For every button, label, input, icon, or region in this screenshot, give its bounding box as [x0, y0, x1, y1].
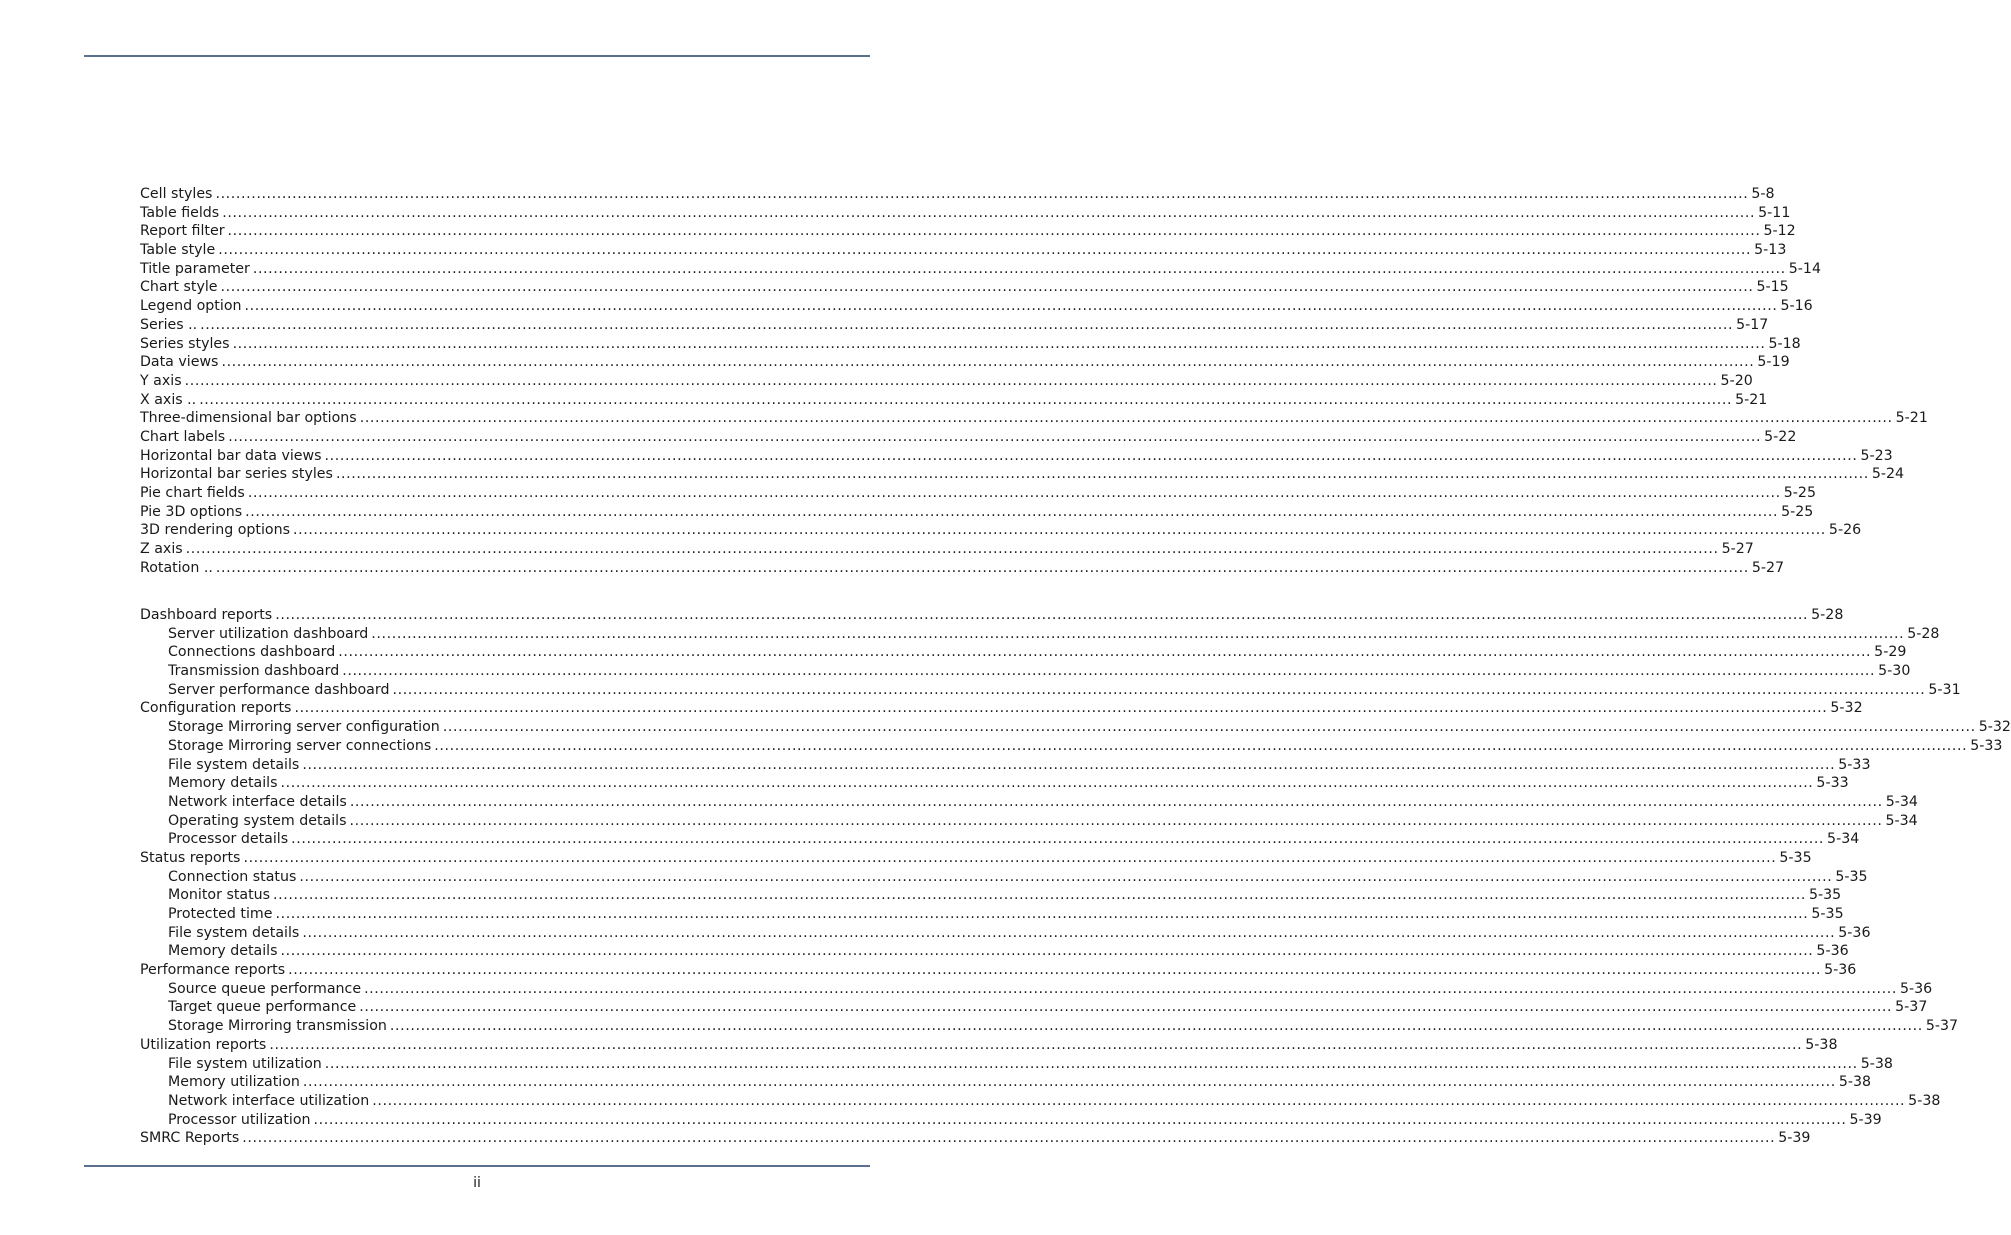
toc-entry-title: Report filter — [140, 223, 225, 240]
toc-entry-title: Transmission dashboard — [168, 663, 340, 680]
toc-dot-leader: ............................................................................................................................................................................................................................................................................................................ — [218, 242, 1752, 259]
toc-subentry[interactable] — [140, 625, 1940, 644]
toc-entry-title: Memory details — [168, 943, 278, 960]
toc-dot-leader: ............................................................................................................................................................................................................................................................................................................ — [280, 775, 1814, 792]
toc-entry[interactable] — [140, 222, 1796, 241]
toc-entry-title: Server utilization dashboard — [168, 625, 369, 642]
toc-dot-leader: ............................................................................................................................................................................................................................................................................................................ — [392, 681, 1926, 698]
toc-entry-page: 5-28 — [1907, 625, 1940, 642]
toc-subentry[interactable] — [140, 830, 1860, 849]
toc-entry[interactable] — [140, 409, 1928, 428]
toc-entry-page: 5-32 — [1978, 719, 2011, 736]
toc-section-chart-options — [140, 185, 1928, 577]
toc-entry-title: Series styles — [140, 335, 230, 352]
toc-subentry[interactable] — [140, 681, 1961, 700]
toc-entry-title: Status reports — [140, 849, 241, 866]
toc-dot-leader: ............................................................................................................................................................................................................................................................................................................ — [269, 1036, 1803, 1053]
toc-entry-page: 5-14 — [1788, 260, 1821, 277]
toc-entry-title: Cell styles — [140, 186, 213, 202]
toc-dot-leader: ............................................................................................................................................................................................................................................................................................................ — [245, 503, 1779, 520]
toc-entry-title: Table style — [140, 242, 216, 259]
toc-entry-page: 5-36 — [1900, 980, 1933, 997]
toc-entry-page: 5-37 — [1925, 1018, 1959, 1035]
toc-entry-page: 5-38 — [1805, 1036, 1838, 1053]
toc-entry-title: Rotation .. — [140, 559, 213, 576]
toc-entry-page: 5-29 — [1874, 644, 1907, 661]
toc-dot-leader: ............................................................................................................................................................................................................................................................................................................ — [342, 663, 1876, 680]
toc-entry-title: Connection status — [168, 868, 297, 885]
toc-entry[interactable] — [140, 204, 1791, 223]
toc-entry-page: 5-39 — [1849, 1111, 1882, 1128]
toc-dot-leader: ............................................................................................................................................................................................................................................................................................................ — [221, 354, 1755, 371]
toc-dot-leader: ............................................................................................................................................................................................................................................................................................................ — [227, 223, 1761, 240]
toc-entry-title: File system utilization — [168, 1055, 322, 1072]
toc-entry[interactable] — [140, 699, 1863, 718]
toc-entry[interactable] — [140, 849, 1812, 868]
toc-subentry[interactable] — [140, 1092, 1941, 1111]
toc-dot-leader: ............................................................................................................................................................................................................................................................................................................ — [434, 737, 1968, 754]
toc-entry[interactable] — [140, 521, 1862, 540]
toc-entry[interactable] — [140, 335, 1801, 354]
toc-entry-page: 5-16 — [1780, 298, 1813, 315]
toc-entry[interactable] — [140, 185, 1775, 204]
toc-entry[interactable] — [140, 372, 1753, 391]
toc-dot-leader: ............................................................................................................................................................................................................................................................................................................ — [291, 831, 1825, 848]
toc-entry-page: 5-28 — [1811, 607, 1844, 623]
toc-entry[interactable] — [140, 540, 1754, 559]
toc-entry-page: 5-27 — [1751, 559, 1785, 576]
toc-entry-title: Chart style — [140, 279, 218, 296]
toc-subentry[interactable] — [140, 924, 1871, 943]
toc-subentry[interactable] — [140, 718, 2011, 737]
toc-entry-page: 5-32 — [1830, 700, 1863, 717]
toc-subentry[interactable] — [140, 868, 1868, 887]
toc-dot-leader: ............................................................................................................................................................................................................................................................................................................ — [324, 1055, 1858, 1072]
toc-dot-leader: ............................................................................................................................................................................................................................................................................................................ — [244, 298, 1778, 315]
toc-entry-page: 5-17 — [1736, 316, 1769, 333]
footer-rule — [84, 1165, 870, 1167]
toc-entry[interactable] — [140, 465, 1905, 484]
toc-dot-leader: ............................................................................................................................................................................................................................................................................................................ — [371, 625, 1905, 642]
toc-entry-page: 5-35 — [1811, 906, 1844, 922]
toc-entry-title: Configuration reports — [140, 700, 292, 717]
toc-entry-page: 5-26 — [1828, 522, 1862, 539]
toc-dot-leader: ............................................................................................................................................................................................................................................................................................................ — [185, 541, 1719, 558]
toc-entry-title: Table fields — [140, 204, 220, 221]
toc-entry-title: Server performance dashboard — [168, 681, 390, 698]
toc-dot-leader: ............................................................................................................................................................................................................................................................................................................ — [215, 559, 1749, 576]
toc-dot-leader: ............................................................................................................................................................................................................................................................................................................ — [200, 316, 1734, 333]
toc-entry[interactable] — [140, 391, 1768, 410]
toc-subentry[interactable] — [140, 812, 1918, 831]
toc-subentry[interactable] — [140, 905, 1844, 924]
toc-entry[interactable] — [140, 297, 1813, 316]
toc-entry-page: 5-27 — [1721, 541, 1754, 558]
toc-dot-leader: ............................................................................................................................................................................................................................................................................................................ — [372, 1092, 1906, 1109]
toc-subentry[interactable] — [140, 942, 1849, 961]
toc-subentry[interactable] — [140, 1017, 1959, 1036]
toc-dot-leader: ............................................................................................................................................................................................................................................................................................................ — [364, 980, 1897, 997]
toc-entry-page: 5-11 — [1758, 204, 1791, 221]
toc-entry-title: Storage Mirroring server connections — [168, 737, 432, 754]
toc-entry-title: Network interface utilization — [168, 1092, 370, 1109]
toc-entry-page: 5-20 — [1720, 372, 1753, 389]
toc-subentry[interactable] — [140, 793, 1918, 812]
toc-dot-leader: ............................................................................................................................................................................................................................................................................................................ — [232, 335, 1766, 352]
toc-dot-leader: ............................................................................................................................................................................................................................................................................................................ — [359, 410, 1893, 427]
toc-entry[interactable] — [140, 484, 1816, 503]
toc-dot-leader: ............................................................................................................................................................................................................................................................................................................ — [242, 1130, 1776, 1147]
toc-entry-title: Title parameter — [140, 260, 250, 277]
toc-subentry[interactable] — [140, 980, 1933, 999]
toc-entry-page: 5-36 — [1816, 943, 1849, 960]
toc-subentry[interactable] — [140, 737, 2003, 756]
toc-entry-title: Horizontal bar data views — [140, 447, 322, 464]
toc-entry-title: Three-dimensional bar options — [140, 410, 357, 427]
toc-dot-leader: ............................................................................................................................................................................................................................................................................................................ — [442, 719, 1976, 736]
toc-entry[interactable] — [140, 260, 1821, 279]
toc-dot-leader: ............................................................................................................................................................................................................................................................................................................ — [389, 1018, 1923, 1035]
toc-entry-page: 5-38 — [1860, 1055, 1893, 1072]
toc-entry-page: 5-21 — [1735, 391, 1768, 408]
toc-entry-page: 5-15 — [1756, 279, 1789, 296]
toc-dot-leader: ............................................................................................................................................................................................................................................................................................................ — [275, 906, 1809, 922]
toc-entry-title: Monitor status — [168, 887, 271, 904]
toc-entry[interactable] — [140, 241, 1787, 260]
toc-subentry[interactable] — [140, 1055, 1893, 1074]
page-number: ii — [473, 1175, 481, 1191]
toc-entry-title: Series .. — [140, 316, 198, 333]
toc-entry-page: 5-36 — [1838, 924, 1871, 941]
toc-dot-leader: ............................................................................................................................................................................................................................................................................................................ — [313, 1111, 1847, 1128]
toc-dot-leader: ............................................................................................................................................................................................................................................................................................................ — [275, 607, 1809, 623]
toc-subentry[interactable] — [140, 1073, 1872, 1092]
toc-entry-page: 5-35 — [1835, 868, 1868, 885]
toc-dot-leader: ............................................................................................................................................................................................................................................................................................................ — [294, 700, 1828, 717]
toc-entry[interactable] — [140, 961, 1857, 980]
toc-entry-page: 5-36 — [1824, 962, 1857, 979]
toc-entry-title: Performance reports — [140, 962, 286, 979]
toc-entry-title: Connections dashboard — [168, 644, 336, 661]
toc-dot-leader: ............................................................................................................................................................................................................................................................................................................ — [228, 428, 1762, 445]
toc-dot-leader: ............................................................................................................................................................................................................................................................................................................ — [302, 756, 1836, 773]
toc-entry-title: Source queue performance — [168, 980, 362, 997]
toc-entry-page: 5-12 — [1763, 223, 1796, 240]
toc-entry[interactable] — [140, 1129, 1811, 1148]
toc-entry-page: 5-24 — [1871, 466, 1905, 483]
header-rule — [84, 55, 870, 57]
toc-entry-title: X axis .. — [140, 391, 197, 408]
toc-entry-title: Z axis — [140, 541, 183, 558]
toc-subentry[interactable] — [140, 662, 1911, 681]
toc-dot-leader: ............................................................................................................................................................................................................................................................................................................ — [302, 1074, 1836, 1091]
toc-dot-leader: ............................................................................................................................................................................................................................................................................................................ — [243, 849, 1777, 866]
toc-entry-page: 5-23 — [1860, 447, 1893, 464]
toc-entry-title: Data views — [140, 354, 219, 371]
toc-entry-title: Target queue performance — [168, 999, 357, 1016]
toc-entry[interactable] — [140, 503, 1814, 522]
toc-entry[interactable] — [140, 316, 1769, 335]
toc-entry[interactable] — [140, 278, 1789, 297]
toc-entry-page: 5-35 — [1779, 849, 1812, 866]
toc-entry-page: 5-8 — [1751, 186, 1775, 202]
toc-dot-leader: ............................................................................................................................................................................................................................................................................................................ — [199, 391, 1733, 408]
toc-entry-page: 5-25 — [1783, 485, 1816, 501]
toc-entry-page: 5-30 — [1878, 663, 1911, 680]
toc-dot-leader: ............................................................................................................................................................................................................................................................................................................ — [215, 186, 1749, 202]
toc-dot-leader: ............................................................................................................................................................................................................................................................................................................ — [220, 279, 1754, 296]
toc-entry-page: 5-37 — [1895, 999, 1928, 1016]
toc-dot-leader: ............................................................................................................................................................................................................................................................................................................ — [349, 793, 1883, 810]
toc-subentry[interactable] — [140, 756, 1871, 775]
toc-entry-page: 5-33 — [1816, 775, 1849, 792]
toc-entry-title: Storage Mirroring server configuration — [168, 719, 440, 736]
toc-entry-title: Chart labels — [140, 428, 226, 445]
toc-entry[interactable] — [140, 1036, 1838, 1055]
toc-entry-title: File system details — [168, 756, 300, 773]
toc-dot-leader: ............................................................................................................................................................................................................................................................................................................ — [288, 962, 1822, 979]
toc-dot-leader: ............................................................................................................................................................................................................................................................................................................ — [324, 447, 1858, 464]
toc-entry-page: 5-13 — [1754, 242, 1787, 259]
toc-dot-leader: ............................................................................................................................................................................................................................................................................................................ — [349, 812, 1883, 829]
toc-dot-leader: ............................................................................................................................................................................................................................................................................................................ — [335, 466, 1869, 483]
toc-entry-title: Memory utilization — [168, 1074, 300, 1091]
toc-dot-leader: ............................................................................................................................................................................................................................................................................................................ — [280, 943, 1814, 960]
toc-entry-title: Utilization reports — [140, 1036, 267, 1053]
toc-dot-leader: ............................................................................................................................................................................................................................................................................................................ — [247, 485, 1781, 501]
toc-dot-leader: ............................................................................................................................................................................................................................................................................................................ — [299, 868, 1833, 885]
toc-entry-title: Network interface details — [168, 793, 347, 810]
toc-entry-title: Horizontal bar series styles — [140, 466, 333, 483]
toc-subentry[interactable] — [140, 1111, 1882, 1130]
toc-entry-page: 5-39 — [1778, 1130, 1811, 1147]
toc-entry-title: Storage Mirroring transmission — [168, 1018, 387, 1035]
toc-subentry[interactable] — [140, 643, 1907, 662]
toc-entry-page: 5-38 — [1908, 1092, 1941, 1109]
toc-subentry[interactable] — [140, 774, 1849, 793]
toc-entry-page: 5-19 — [1757, 354, 1790, 371]
toc-entry[interactable] — [140, 353, 1790, 372]
toc-dot-leader: ............................................................................................................................................................................................................................................................................................................ — [338, 644, 1872, 661]
toc-entry-page: 5-38 — [1838, 1074, 1872, 1091]
toc-entry[interactable] — [140, 428, 1797, 447]
toc-subentry[interactable] — [140, 886, 1842, 905]
toc-entry-page: 5-33 — [1970, 737, 2003, 754]
toc-entry[interactable] — [140, 559, 1785, 578]
toc-entry-title: Processor utilization — [168, 1111, 311, 1128]
toc-section-reports — [140, 606, 2011, 1148]
toc-dot-leader: ............................................................................................................................................................................................................................................................................................................ — [302, 924, 1836, 941]
toc-entry-title: Legend option — [140, 298, 242, 315]
toc-entry-title: Protected time — [168, 906, 273, 922]
toc-entry-title: Pie chart fields — [140, 485, 245, 501]
toc-dot-leader: ............................................................................................................................................................................................................................................................................................................ — [292, 522, 1826, 539]
toc-entry-title: 3D rendering options — [140, 522, 290, 539]
toc-dot-leader: ............................................................................................................................................................................................................................................................................................................ — [222, 204, 1756, 221]
toc-entry-page: 5-22 — [1764, 428, 1797, 445]
toc-entry-page: 5-34 — [1885, 793, 1918, 810]
toc-dot-leader: ............................................................................................................................................................................................................................................................................................................ — [273, 887, 1806, 904]
toc-entry-page: 5-31 — [1928, 681, 1961, 698]
toc-entry-page: 5-33 — [1838, 756, 1871, 773]
toc-dot-leader: ............................................................................................................................................................................................................................................................................................................ — [184, 372, 1718, 389]
toc-entry-page: 5-34 — [1885, 812, 1918, 829]
toc-entry-title: Dashboard reports — [140, 607, 273, 623]
toc-entry-page: 5-34 — [1827, 831, 1860, 848]
toc-entry[interactable] — [140, 447, 1893, 466]
toc-entry-page: 5-35 — [1808, 887, 1842, 904]
toc-entry-title: Pie 3D options — [140, 503, 243, 520]
toc-entry-title: Processor details — [168, 831, 289, 848]
toc-entry-title: Operating system details — [168, 812, 347, 829]
toc-entry-title: SMRC Reports — [140, 1130, 240, 1147]
toc-entry[interactable] — [140, 606, 1844, 625]
toc-dot-leader: ............................................................................................................................................................................................................................................................................................................ — [359, 999, 1893, 1016]
toc-entry-page: 5-18 — [1768, 335, 1801, 352]
toc-entry-page: 5-21 — [1895, 410, 1928, 427]
toc-entry-page: 5-25 — [1781, 503, 1814, 520]
toc-entry-title: Y axis — [140, 372, 182, 389]
toc-entry-title: Memory details — [168, 775, 278, 792]
toc-entry-title: File system details — [168, 924, 300, 941]
toc-subentry[interactable] — [140, 998, 1928, 1017]
toc-dot-leader: ............................................................................................................................................................................................................................................................................................................ — [252, 260, 1786, 277]
